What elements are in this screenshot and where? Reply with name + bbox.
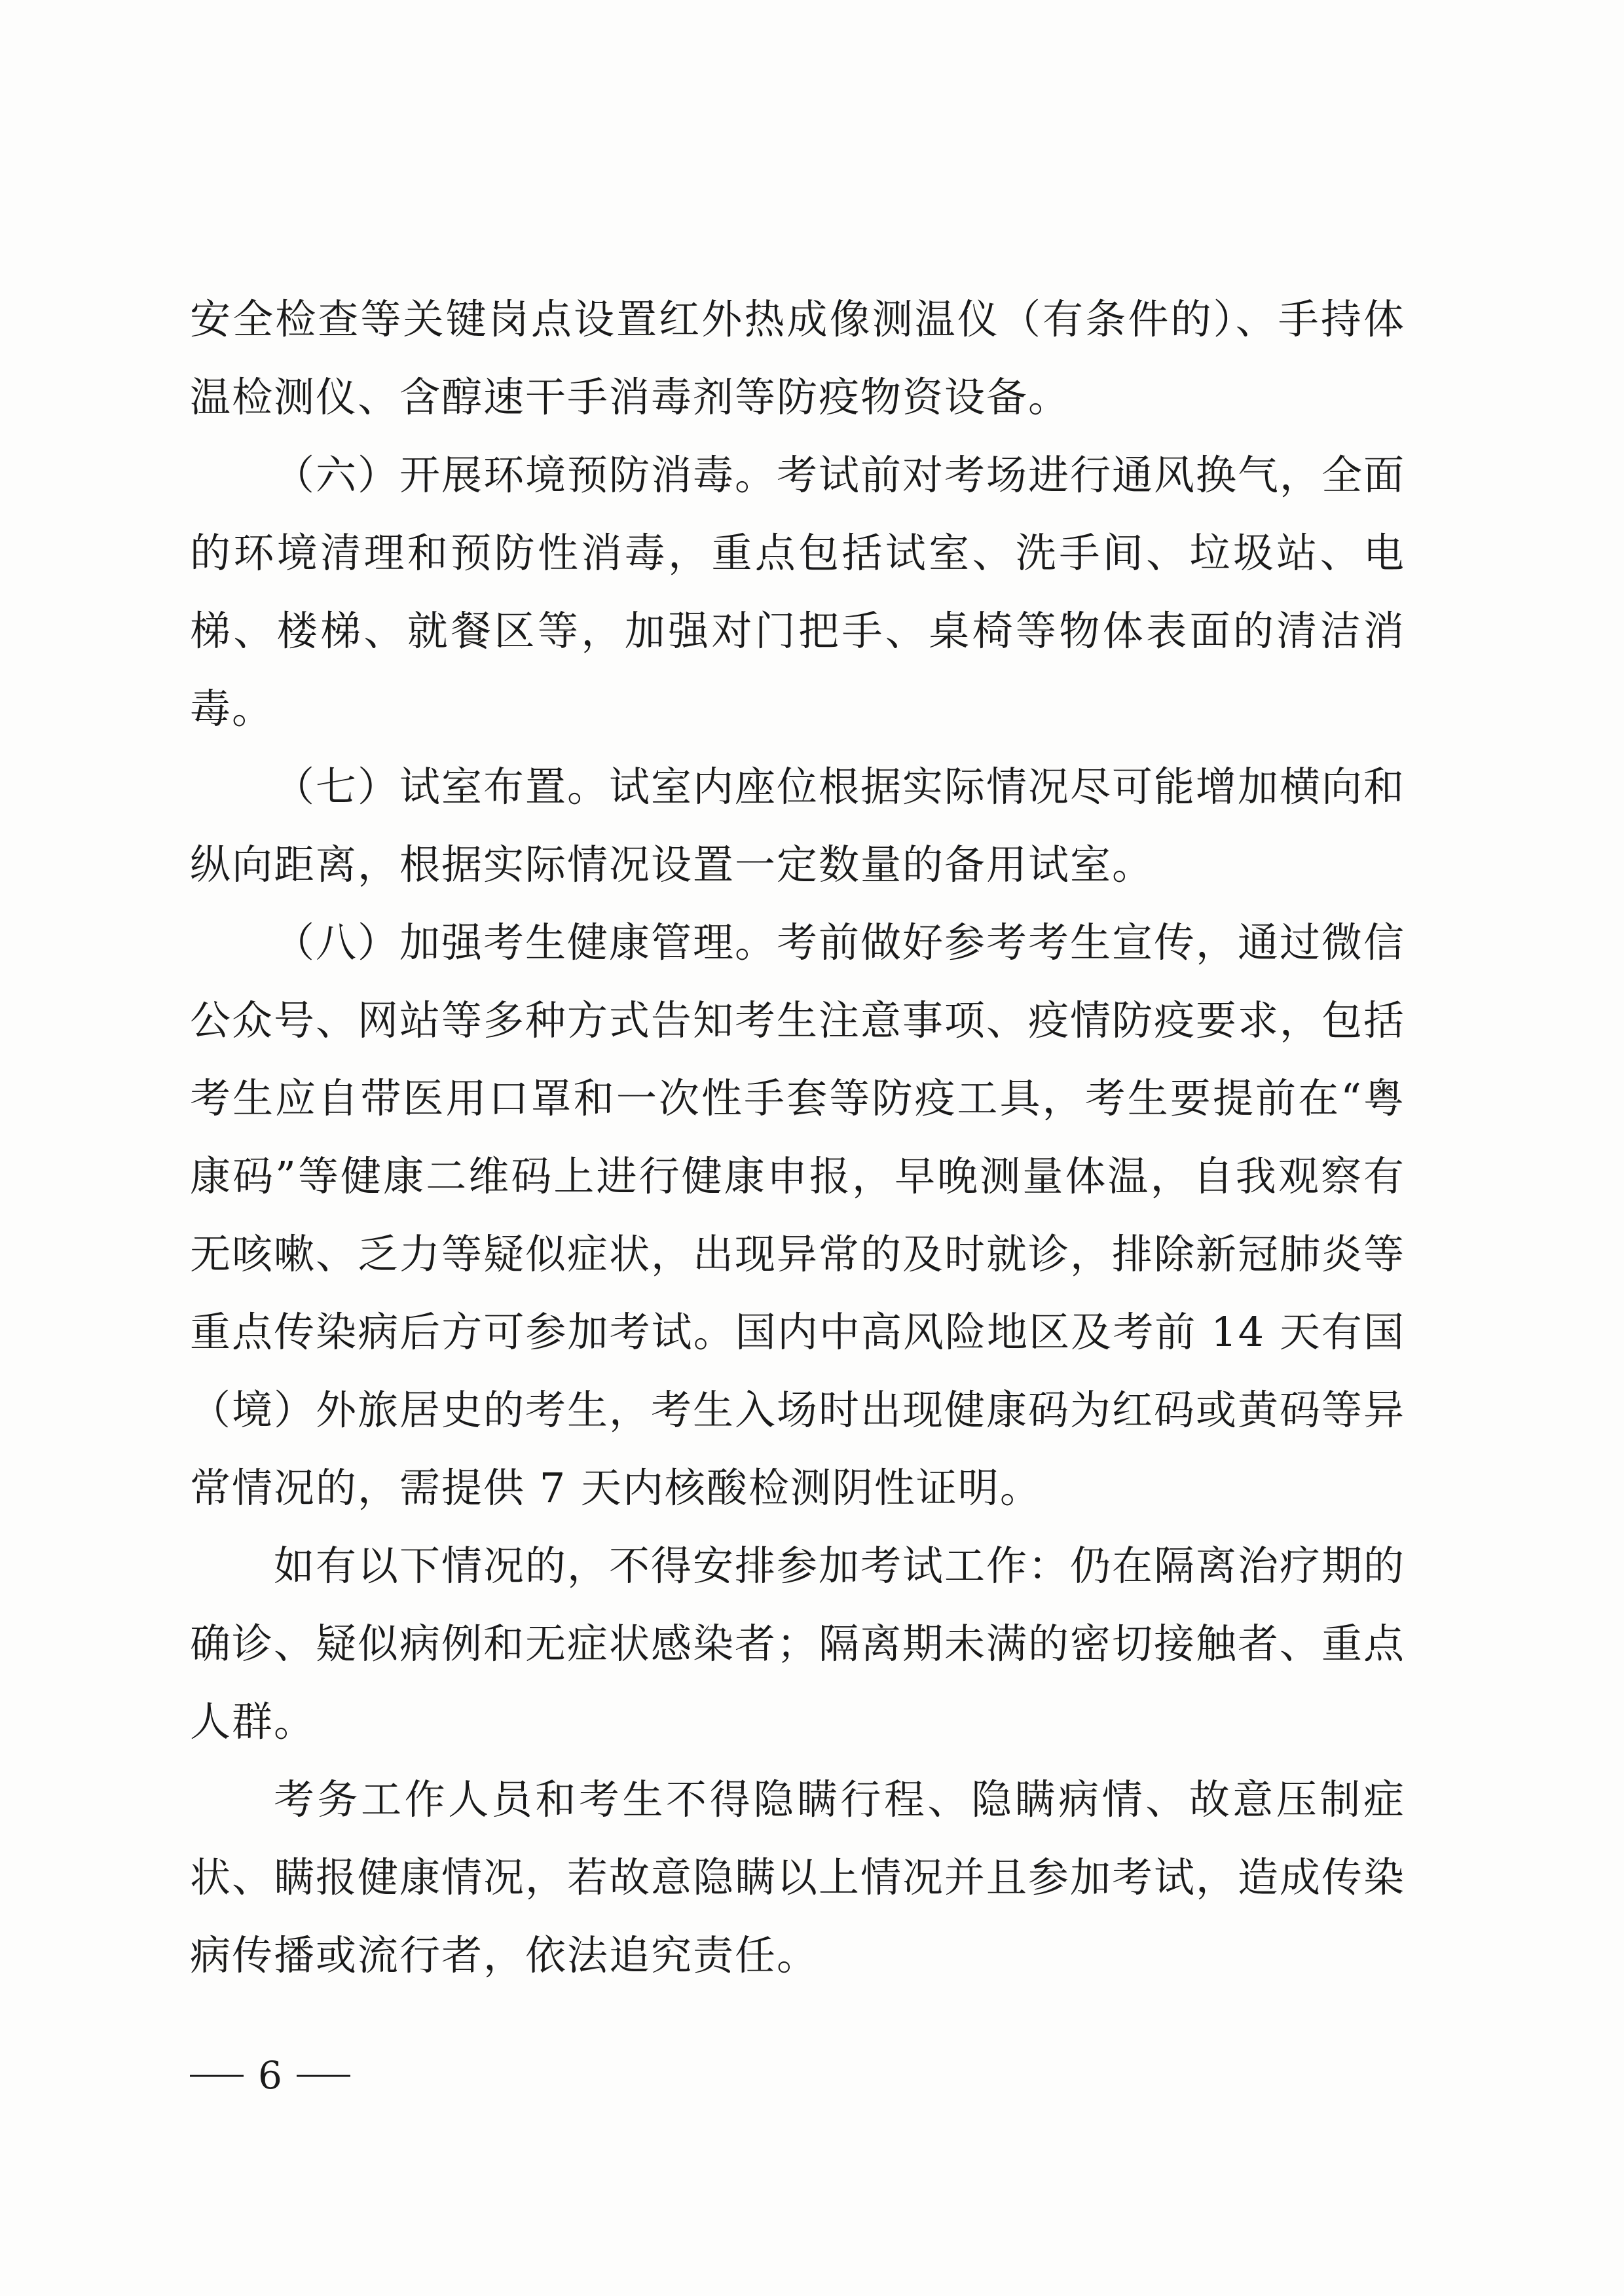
- footer-dash-right: [297, 2075, 350, 2077]
- footer-dash-left: [190, 2075, 244, 2077]
- page-number: 6: [258, 2053, 282, 2098]
- document-body: [190, 280, 1405, 1994]
- paragraph-environment-disinfection: （六）开展环境预防消毒。考试前对考场进行通风换气，全面的环境清理和预防性消毒，重点包括试室、洗手间、垃圾站、电梯、楼梯、就餐区等，加强对门把手、桌椅等物体表面的清洁消毒。: [190, 451, 1406, 733]
- paragraph-continuation: 安全检查等关键岗点设置红外热成像测温仪（有条件的）、手持体温检测仪、含醇速干手消毒剂等防疫物资设备。: [190, 295, 1405, 421]
- paragraph-exclusion-conditions: 如有以下情况的，不得安排参加考试工作：仍在隔离治疗期的确诊、疑似病例和无症状感染者；隔离期未满的密切接触者、重点人群。: [190, 1542, 1406, 1745]
- paragraph-liability: 考务工作人员和考生不得隐瞒行程、隐瞒病情、故意压制症状、瞒报健康情况，若故意隐瞒以上情况并且参加考试，造成传染病传播或流行者，依法追究责任。: [190, 1776, 1406, 1979]
- paragraph-exam-room-layout: （七）试室布置。试室内座位根据实际情况尽可能增加横向和纵向距离，根据实际情况设置一定数量的备用试室。: [190, 763, 1406, 888]
- paragraph-candidate-health-management: （八）加强考生健康管理。考前做好参考考生宣传，通过微信公众号、网站等多种方式告知考生注意事项、疫情防疫要求，包括考生应自带医用口罩和一次性手套等防疫工具，考生要提前在“粤康码”等健康二维码上进行健康申报，早晚测量体温，自我观察有无咳嗽、乏力等疑似症状，出现异常的及时就诊，排除新冠肺炎等重点传染病后方可参加考试。国内中高风险地区及考前 14 天有国（境）外旅居史的考生，考生入场时出现健康码为红码或黄码等异常情况的，需提供 7 天内核酸检测阴性证明。: [190, 919, 1406, 1512]
- page-footer: [190, 2052, 350, 2098]
